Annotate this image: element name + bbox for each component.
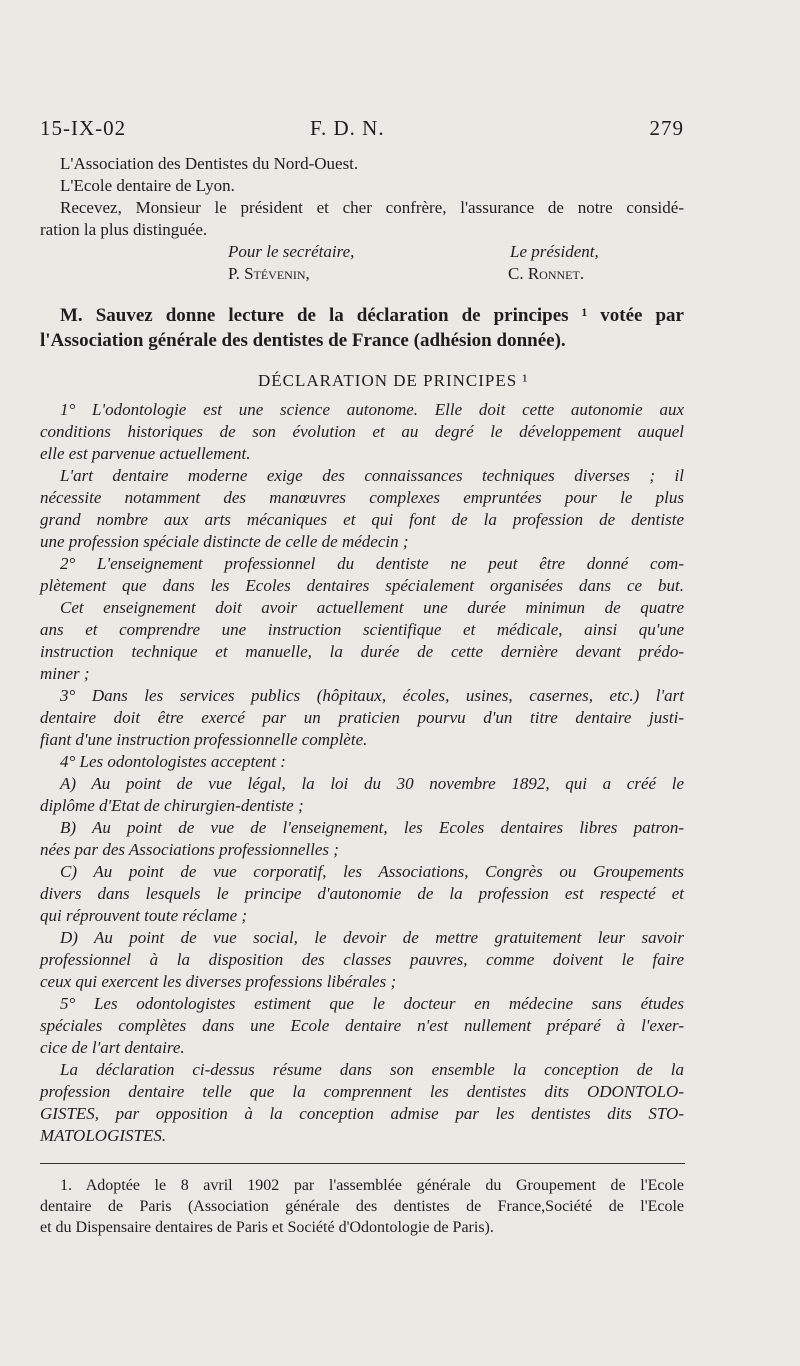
- body-line: 4° Les odontologistes acceptent :: [60, 752, 286, 771]
- body-line: A) Au point de vue légal, la loi du 30 novembre 1892, qui a créé le: [60, 774, 684, 793]
- footnote-line: 1. Adoptée le 8 avril 1902 par l'assemblée générale du Groupement de l'Ecole: [60, 1177, 684, 1194]
- body-line: fiant d'une instruction professionnelle complète.: [40, 730, 368, 749]
- body-line: elle est parvenue actuellement.: [40, 444, 251, 463]
- footnote-line: et du Dispensaire dentaires de Paris et Société d'Odontologie de Paris).: [40, 1219, 494, 1236]
- body-line: 2° L'enseignement professionnel du dentiste ne peut être donné com-: [60, 554, 684, 573]
- signature-left-name: P. Stévenin,: [228, 264, 310, 283]
- body-line: La déclaration ci-dessus résume dans son ensemble la conception de la: [60, 1060, 684, 1079]
- body-line: cice de l'art dentaire.: [40, 1038, 185, 1057]
- page-number: 279: [649, 116, 684, 140]
- signature-right-role: Le président,: [510, 242, 599, 261]
- body-line: GISTES, par opposition à la conception admise par les dentistes dits STO-: [40, 1104, 684, 1123]
- body-line: professionnel à la disposition des classes pauvres, comme doivent le faire: [40, 950, 684, 969]
- body-line: ceux qui exercent les diverses professions libérales ;: [40, 972, 397, 991]
- body-line: nécessite notamment des manœuvres complexes empruntées pour le plus: [40, 488, 684, 507]
- body-line: miner ;: [40, 664, 90, 683]
- body-line: Cet enseignement doit avoir actuellement une durée minimun de quatre: [60, 598, 684, 617]
- letter-line: Recevez, Monsieur le président et cher confrère, l'assurance de notre considé-: [60, 198, 684, 217]
- body-line: nées par des Associations professionnelles ;: [40, 840, 339, 859]
- body-line: dentaire doit être exercé par un praticien pourvu d'un titre dentaire justi-: [40, 708, 684, 727]
- body-line: ans et comprendre une instruction scientifique et médicale, ainsi qu'une: [40, 620, 684, 639]
- header-journal: F. D. N.: [310, 116, 385, 140]
- footnote-rule: [40, 1163, 685, 1164]
- body-line: MATOLOGISTES.: [40, 1126, 167, 1145]
- body-line: profession dentaire telle que la comprennent les dentistes dits ODONTOLO-: [40, 1082, 684, 1101]
- letter-line: L'Ecole dentaire de Lyon.: [60, 176, 235, 195]
- body-line: diplôme d'Etat de chirurgien-dentiste ;: [40, 796, 304, 815]
- body-line: une profession spéciale distincte de celle de médecin ;: [40, 532, 409, 551]
- body-line: qui réprouvent toute réclame ;: [40, 906, 248, 925]
- letter-line: ration la plus distinguée.: [40, 220, 208, 239]
- body-line: conditions historiques de son évolution et au degré le développement auquel: [40, 422, 684, 441]
- body-line: 3° Dans les services publics (hôpitaux, écoles, usines, casernes, etc.) l'art: [60, 686, 684, 705]
- body-line: 1° L'odontologie est une science autonome. Elle doit cette autonomie aux: [60, 400, 684, 419]
- body-line: spéciales complètes dans une Ecole dentaire n'est nullement préparé à l'exer-: [40, 1016, 684, 1035]
- body-line: D) Au point de vue social, le devoir de mettre gratuitement leur savoir: [60, 928, 684, 947]
- body-line: grand nombre aux arts mécaniques et qui font de la profession de dentiste: [40, 510, 684, 529]
- header-date: 15-IX-02: [40, 116, 127, 140]
- section-title: DÉCLARATION DE PRINCIPES ¹: [258, 371, 529, 390]
- body-line: C) Au point de vue corporatif, les Associations, Congrès ou Groupements: [60, 862, 684, 881]
- body-line: plètement que dans les Ecoles dentaires spécialement organisées dans ce but.: [40, 576, 684, 595]
- body-line: instruction technique et manuelle, la durée de cette dernière devant prédo-: [40, 642, 684, 661]
- signature-left-role: Pour le secrétaire,: [228, 242, 355, 261]
- signature-right-name: C. Ronnet.: [508, 264, 585, 283]
- body-line: 5° Les odontologistes estiment que le docteur en médecine sans études: [60, 994, 684, 1013]
- intro-line: M. Sauvez donne lecture de la déclaration de principes ¹ votée par: [60, 305, 684, 326]
- body-line: L'art dentaire moderne exige des connaissances techniques diverses ; il: [60, 466, 684, 485]
- intro-line: l'Association générale des dentistes de France (adhésion donnée).: [40, 330, 566, 351]
- running-header: [40, 116, 684, 146]
- footnote-line: dentaire de Paris (Association générale des dentistes de France,Société de l'Ecole: [40, 1198, 684, 1215]
- letter-line: L'Association des Dentistes du Nord-Ouest.: [60, 154, 359, 173]
- body-line: divers dans lesquels le principe d'autonomie de la profession est respecté et: [40, 884, 684, 903]
- body-line: B) Au point de vue de l'enseignement, les Ecoles dentaires libres patron-: [60, 818, 684, 837]
